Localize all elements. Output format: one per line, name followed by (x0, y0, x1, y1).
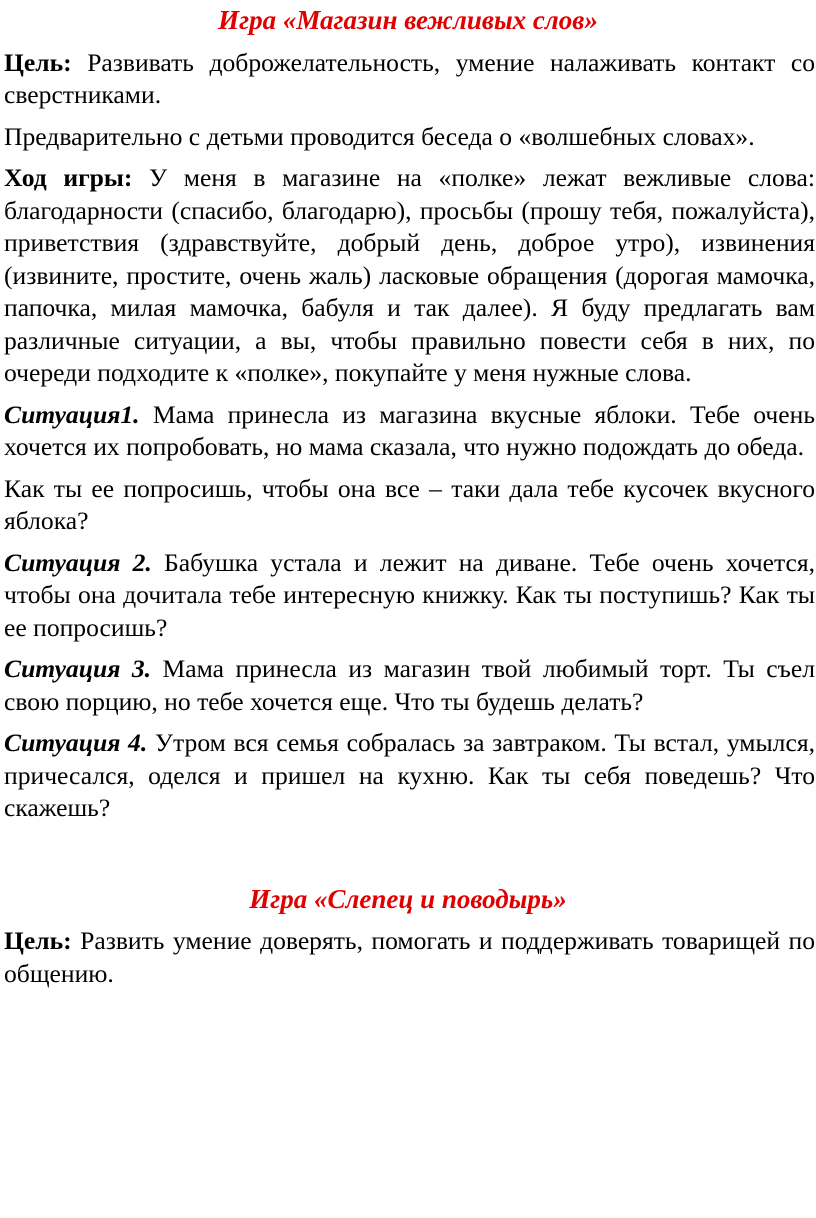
game1-intro-paragraph: Предварительно с детьми проводится беседа о «волшебных словах». (4, 121, 755, 151)
situation3-label: Ситуация 3. (4, 654, 152, 683)
game1-goal-paragraph (4, 47, 816, 112)
game2-title: Игра «Слепец и поводырь» (249, 883, 567, 914)
situation1-question: Как ты ее попросишь, чтобы она все – таки дала тебе кусочек вкусного яблока? (4, 473, 815, 535)
situation2-label: Ситуация 2. (4, 547, 152, 577)
game1-progress-text: У меня в магазине на «полке» лежат вежливые слова: благодарности (спасибо, благодарю), просьбы (прошу тебя, пожалуйста), приветствия (здравствуйте, добрый день, доброе утро), извинения (извините, простите, очень жаль) ласковые обращения (дорогая мамочка, папочка, милая мамочка, бабуля и так далее). Я буду предлагать вам различные ситуации, а вы, чтобы правильно повести себя в них, по очереди подходите к «полке», покупайте у меня нужные слова. (4, 163, 815, 387)
game1-progress-label: Ход игры: (4, 163, 133, 192)
situation4-label: Ситуация 4. (4, 728, 148, 757)
situation2-paragraph (4, 547, 816, 645)
game2-goal-label: Цель: (4, 926, 72, 955)
situation1-paragraph (4, 399, 816, 464)
game1-progress-paragraph (4, 162, 816, 390)
situation1-text: Мама принесла из магазина вкусные яблоки. Тебе очень хочется их попробовать, но мама сказала, что нужно подождать до обеда. (4, 399, 815, 461)
game1-goal-text: Развивать доброжелательность, умение налаживать контакт со сверстниками. (4, 47, 815, 109)
situation4-text: Утром вся семья собралась за завтраком. Ты встал, умылся, причесался, оделся и пришел на кухню. Как ты себя поведешь? Что скажешь? (4, 728, 815, 822)
situation2-text: Бабушка устала и лежит на диване. Тебе очень хочется, чтобы она дочитала тебе интересную книжку. Как ты поступишь? Как ты ее попросишь? (4, 547, 815, 642)
game2-goal-paragraph (4, 925, 816, 990)
situation1-label: Ситуация1. (4, 399, 140, 429)
game1-title: Игра «Магазин вежливых слов» (218, 5, 598, 35)
situation3-paragraph (4, 653, 816, 718)
situation3-text: Мама принесла из магазин твой любимый торт. Ты съел свою порцию, но тебе хочется еще. Что ты будешь делать? (4, 654, 815, 716)
situation4-paragraph (4, 727, 816, 825)
game1-goal-label: Цель: (4, 47, 72, 77)
game2-goal-text: Развить умение доверять, помогать и поддерживать товарищей по общению. (4, 926, 815, 988)
